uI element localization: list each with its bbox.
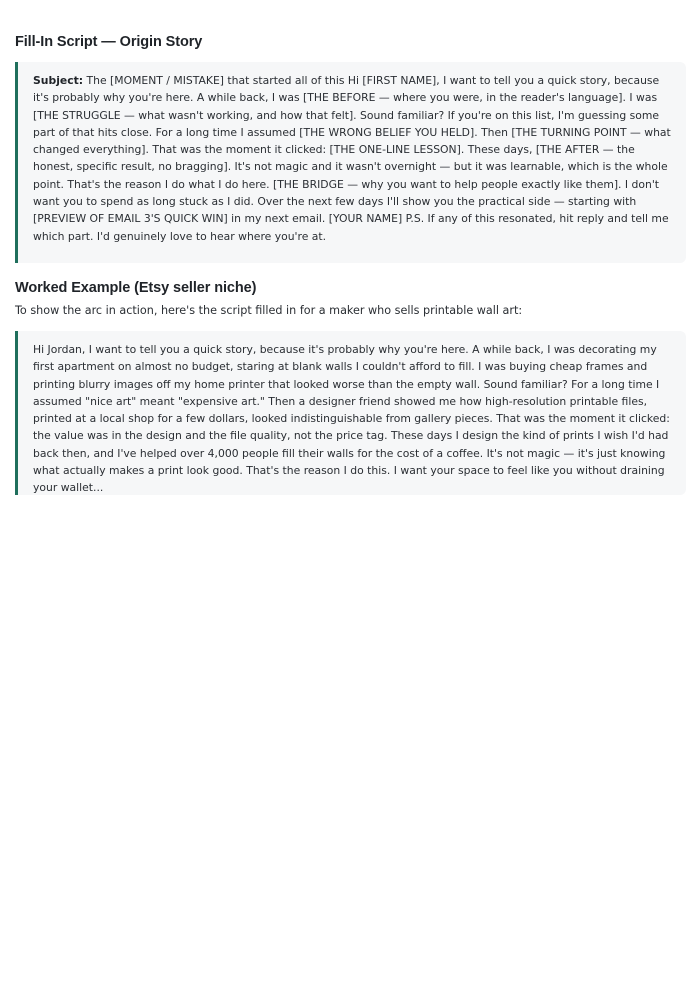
worked-example-blockquote [15,331,686,495]
example-intro-text: To show the arc in action, here's the script filled in for a maker who sells printable wall art: [15,304,523,317]
worked-example-text: Hi Jordan, I want to tell you a quick story, because it's probably why you're here. A while back, I was decorating my first apartment on almost no budget, staring at blank walls I couldn't afford to fill. I was buying cheap frames and printing blurry images off my home printer that looked worse than the empty wall. Sound familiar? For a long time I assumed "nice art" meant "expensive art." Then a designer friend showed me how high-resolution printable files, printed at a local shop for a few dollars, looked indistinguishable from gallery pieces. That was the moment it clicked: the value was in the design and the file quality, not the price tag. These days I design the kind of prints I wish I'd had back then, and I've helped over 4,000 people fill their walls for the cost of a coffee. It's not magic — it's just knowing what actually makes a print look good. That's the reason I do this. I want your space to feel like you without draining your wallet... [33,343,670,495]
subject-label: Subject: [33,74,84,87]
script-section-title: Fill-In Script — Origin Story [15,34,203,50]
script-template-text [33,72,672,245]
example-section-title: Worked Example (Etsy seller niche) [15,280,257,296]
script-template-body: The [MOMENT / MISTAKE] that started all of this Hi [FIRST NAME], I want to tell you a quick story, because it's probably why you're here. A while back, I was [THE BEFORE — where you were, in the reader's language]. I was [THE STRUGGLE — what wasn't working, and how that felt]. Sound familiar? If you're on this list, I'm guessing some part of that hits close. For a long time I assumed [THE WRONG BELIEF YOU HELD]. Then [THE TURNING POINT — what changed everything]. That was the moment it clicked: [THE ONE-LINE LESSON]. These days, [THE AFTER — the honest, specific result, no bragging]. It's not magic and it wasn't overnight — but it was learnable, which is the whole point. That's the reason I do what I do here. [THE BRIDGE — why you want to help people exactly like them]. I don't want you to spend as long stuck as I did. Over the next few days I'll show you the practical side — starting with [PREVIEW OF EMAIL 3'S QUICK WIN] in my next email. [YOUR NAME] P.S. If any of this resonated, hit reply and tell me which part. I'd genuinely love to hear where you're at. [33,74,671,243]
script-template-blockquote [15,62,686,263]
